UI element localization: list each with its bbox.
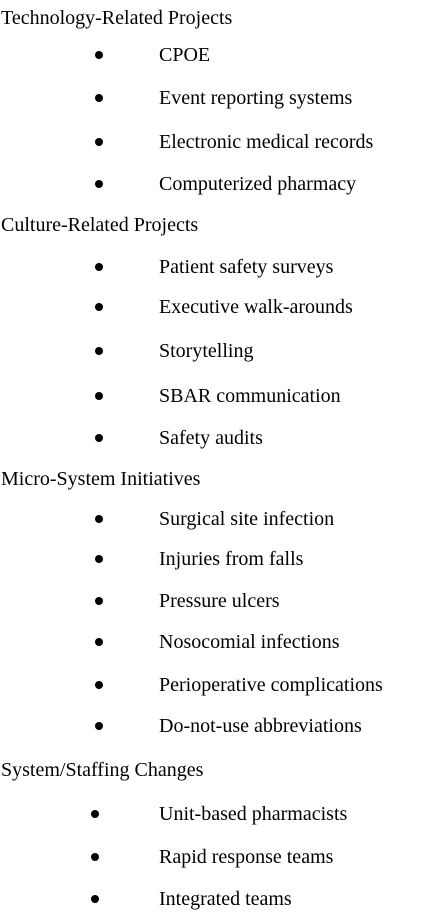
- list-item: [0, 547, 429, 571]
- list-item: [0, 130, 429, 154]
- list-item: [0, 845, 429, 869]
- list-item: [0, 426, 429, 450]
- list-item: [0, 295, 429, 319]
- list-item-text: Do-not-use abbreviations: [159, 715, 362, 737]
- list-item-text: Event reporting systems: [159, 87, 353, 109]
- bullet-icon: [95, 392, 103, 400]
- section-title: Technology-Related Projects: [1, 7, 233, 29]
- list-item-text: Electronic medical records: [159, 131, 374, 153]
- bullet-icon: [95, 303, 103, 311]
- bullet-icon: [91, 853, 99, 861]
- list-item-text: Integrated teams: [159, 888, 292, 910]
- list-item: [0, 714, 429, 738]
- list-item-text: Computerized pharmacy: [159, 173, 357, 195]
- section-title: System/Staffing Changes: [1, 759, 204, 781]
- list-item: [0, 802, 429, 826]
- bullet-icon: [95, 94, 103, 102]
- list-item-text: Safety audits: [159, 427, 263, 449]
- list-item-text: Pressure ulcers: [159, 590, 280, 612]
- list-item: [0, 384, 429, 408]
- bullet-icon: [95, 138, 103, 146]
- list-item-text: Nosocomial infections: [159, 631, 340, 653]
- list-item: [0, 673, 429, 697]
- bullet-icon: [95, 638, 103, 646]
- list-item: [0, 86, 429, 110]
- list-item-text: Rapid response teams: [159, 846, 334, 868]
- list-item: [0, 630, 429, 654]
- list-item: [0, 172, 429, 196]
- bullet-icon: [95, 263, 103, 271]
- list-item-text: Unit-based pharmacists: [159, 803, 348, 825]
- bullet-icon: [95, 722, 103, 730]
- list-item: [0, 507, 429, 531]
- list-item-text: Surgical site infection: [159, 508, 335, 530]
- list-item-text: Executive walk-arounds: [159, 296, 353, 318]
- list-item-text: Storytelling: [159, 340, 254, 362]
- list-item-text: Perioperative complications: [159, 674, 383, 696]
- section-title: Micro-System Initiatives: [1, 468, 201, 490]
- bullet-icon: [95, 51, 103, 59]
- bullet-icon: [91, 895, 99, 903]
- bullet-icon: [95, 515, 103, 523]
- list-item-text: Injuries from falls: [159, 548, 304, 570]
- bullet-icon: [95, 597, 103, 605]
- list-item-text: SBAR communication: [159, 385, 341, 407]
- bullet-icon: [95, 180, 103, 188]
- list-item: [0, 339, 429, 363]
- bullet-icon: [95, 347, 103, 355]
- list-item: [0, 43, 429, 67]
- bullet-icon: [95, 555, 103, 563]
- bullet-icon: [95, 681, 103, 689]
- bullet-icon: [91, 810, 99, 818]
- bullet-icon: [95, 434, 103, 442]
- section-title: Culture-Related Projects: [1, 214, 199, 236]
- list-item: [0, 255, 429, 279]
- list-item-text: CPOE: [159, 44, 211, 66]
- list-item: [0, 589, 429, 613]
- list-item-text: Patient safety surveys: [159, 256, 334, 278]
- list-item: [0, 887, 429, 911]
